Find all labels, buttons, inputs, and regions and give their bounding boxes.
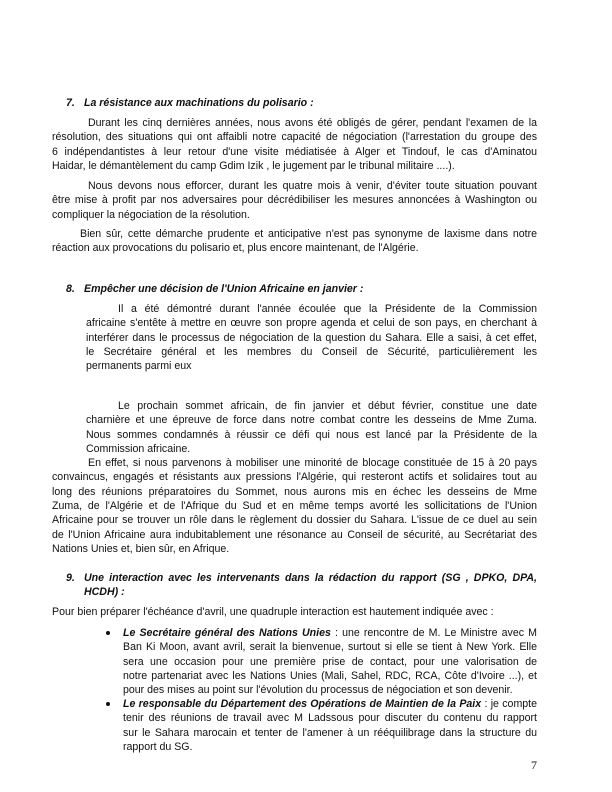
bullet-line: rapport du SG.: [123, 740, 193, 753]
paragraph-line: convaincus, engagés et résistants aux pressions l'Algérie, qui resteront actifs et solidaires tout au: [52, 471, 537, 484]
bullet-line: tenir des réunions de travail avec M Ladssous pour discuter du contenu du rapport: [123, 712, 537, 725]
paragraph-line: long des réunions préparatoires du Sommet, nous aurons mis en échec les desseins de Mme: [52, 485, 537, 498]
intro-text: Pour bien préparer l'échéance d'avril, une quadruple interaction est hautement indiquée avec :: [52, 606, 494, 618]
section-number: 8.: [66, 283, 75, 295]
paragraph-line: le Secrétaire général et les membres du Conseil de Sécurité, particulièrement les: [86, 345, 537, 358]
paragraph-line: Le prochain sommet africain, de fin janvier et début février, constitue une date: [118, 400, 537, 412]
paragraph-line: Africaine pour se trouver un rôle dans le règlement du dossier du Sahara. L'issue de ce duel au sein: [52, 514, 537, 527]
paragraph-line: de l'Union Africaine aura indubitablement une résonance au Conseil de sécurité, au Secrétariat des: [52, 528, 537, 541]
page-number: 7: [531, 758, 537, 772]
section-heading: Empêcher une décision de l'Union Africaine en janvier :: [84, 283, 364, 295]
paragraph-line: Zuma, de l'Algérie et de l'Afrique du Sud et en même temps avorté les sollicitations de l'Union: [52, 499, 537, 512]
paragraph-line: charnière et une épreuve de force dans notre combat contre les desseins de Mme Zuma.: [86, 414, 537, 427]
paragraph-line: interférer dans le processus de négociation de la question du Sahara. Elle a saisi, à cet effet,: [86, 331, 537, 344]
paragraph-line: Commission africaine.: [86, 442, 191, 455]
bullet-first-line: [123, 627, 537, 640]
paragraph-line: être mise à profit par nos adversaires pour décrédibiliser les mesures annoncées à Washington ou: [52, 194, 537, 207]
paragraph-line: résolution, des situations qui ont affaibli notre capacité de négociation (l'arrestation du groupe des: [52, 131, 537, 144]
paragraph-line: Bien sûr, cette démarche prudente et anticipative n'est pas synonyme de laxisme dans notre: [80, 228, 537, 240]
paragraph-line: Durant les cinq dernières années, nous avons été obligés de gérer, pendant l'examen de la: [88, 117, 537, 129]
paragraph-line: Nous devons nous efforcer, durant les quatre mois à venir, d'éviter toute situation pouvant: [88, 180, 537, 192]
bullet-icon: [106, 702, 110, 706]
bullet-line: sera une occasion pour une première prise de contact, pour une valorisation de: [123, 655, 537, 668]
paragraph-line: 6 indépendantistes à leur retour d'une visite médiatisée à Alger et Tindouf, le cas d'Aminatou: [52, 145, 537, 158]
paragraph-line: Il a été démontré durant l'année écoulée que la Présidente de la Commission: [118, 303, 537, 315]
bullet-text: : une rencontre de M. Le Ministre avec M: [330, 627, 537, 639]
paragraph-line: compliquer la négociation de la résolution.: [52, 208, 250, 221]
paragraph-line: permanents parmi eux: [86, 360, 192, 373]
bullet-line: pour des mises au point sur l'évolution du processus de négociation et son devenir.: [123, 684, 513, 697]
bullet-first-line: [123, 698, 537, 711]
bullet-line: notre partenariat avec les Nations Unies (Mali, Sahel, RDC, RCA, Côte d'Ivoire ...), et: [123, 669, 537, 682]
bullet-title: Le responsable du Département des Opérations de Maintien de la Paix: [123, 698, 482, 710]
bullet-line: sur le Sahara marocain et tenter de l'amener à un rééquilibrage dans la structure du: [123, 726, 537, 739]
paragraph-line: Haidar, le démantèlement du camp Gdim Izik , le jugement par le tribunal militaire ....).: [52, 159, 455, 172]
bullet-title: Le Secrétaire général des Nations Unies: [123, 627, 331, 639]
section-number: 7.: [66, 97, 75, 109]
section-heading: La résistance aux machinations du polisario :: [84, 97, 314, 109]
paragraph-line: En effet, si nous parvenons à mobiliser une minorité de blocage constituée de 15 à 20 pays: [88, 457, 537, 469]
section-number: 9.: [66, 572, 75, 584]
paragraph-line: africaine s'entête à mettre en œuvre son propre agenda et celui de son pays, en cherchant à: [86, 317, 537, 330]
paragraph-line: Nous sommes condamnés à réussir ce défi qui nous est lancé par la Présidente de la: [86, 428, 537, 441]
bullet-icon: [106, 631, 110, 635]
paragraph-line: réaction aux provocations du polisario et, plus encore maintenant, de l'Algérie.: [52, 242, 419, 255]
section-heading: HCDH) :: [84, 586, 125, 598]
bullet-text: : je compte: [481, 698, 537, 710]
section-heading: Une interaction avec les intervenants dans la rédaction du rapport (SG , DPKO, DPA,: [84, 572, 537, 584]
bullet-line: Ban Ki Moon, avant avril, serait la bienvenue, surtout si elle se tient à New York. Elle: [123, 641, 537, 654]
paragraph-line: Nations Unies et, bien sûr, en Afrique.: [52, 542, 230, 555]
